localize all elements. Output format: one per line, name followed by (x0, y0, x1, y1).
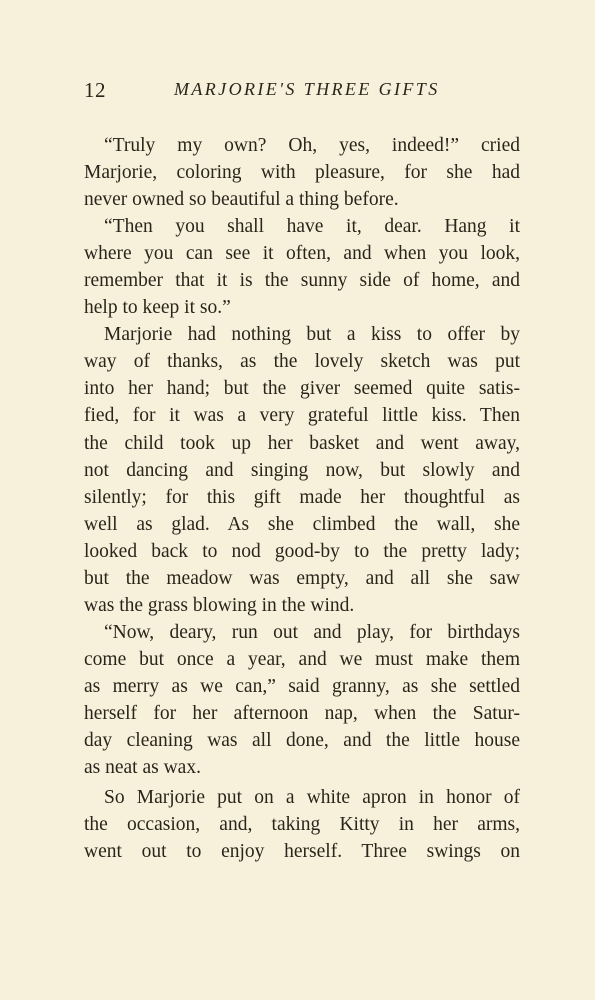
text-line: Marjorie, coloring with pleasure, for she had (84, 162, 520, 184)
text-line: “Then you shall have it, dear. Hang it (104, 216, 520, 238)
text-line: as neat as wax. (84, 757, 201, 779)
text-line: as merry as we can,” said granny, as she settled (84, 675, 520, 697)
body-text (84, 132, 520, 865)
text-line: come but once a year, and we must make them (84, 648, 520, 670)
page-header (84, 78, 516, 108)
text-line: way of thanks, as the lovely sketch was put (84, 351, 520, 373)
text-line: day cleaning was all done, and the little house (84, 730, 520, 752)
text-line: herself for her afternoon nap, when the Satur- (84, 702, 520, 724)
text-line: fied, for it was a very grateful little kiss. Then (84, 405, 520, 427)
text-line: “Now, deary, run out and play, for birthdays (104, 621, 520, 643)
text-line: “Truly my own? Oh, yes, indeed!” cried (104, 135, 520, 156)
text-line: looked back to nod good-by to the pretty lady; (84, 540, 520, 562)
text-line: well as glad. As she climbed the wall, she (84, 513, 520, 535)
running-title: MARJORIE'S THREE GIFTS (174, 79, 440, 99)
text-line: Marjorie had nothing but a kiss to offer by (104, 324, 520, 346)
text-line: remember that it is the sunny side of home, and (84, 270, 520, 292)
text-line: but the meadow was empty, and all she saw (84, 567, 520, 589)
page-number: 12 (84, 78, 106, 102)
text-line: was the grass blowing in the wind. (84, 594, 355, 616)
text-line: silently; for this gift made her thoughtful as (84, 486, 520, 508)
text-line: went out to enjoy herself. Three swings on (84, 841, 520, 863)
text-line: never owned so beautiful a thing before. (84, 189, 399, 211)
text-line: the child took up her basket and went away, (84, 432, 520, 454)
text-line: the occasion, and, taking Kitty in her arms, (84, 814, 520, 836)
text-line: So Marjorie put on a white apron in honor of (104, 787, 520, 809)
text-line: help to keep it so.” (84, 297, 231, 319)
text-line: into her hand; but the giver seemed quite satis- (84, 378, 520, 400)
text-line: not dancing and singing now, but slowly and (84, 459, 520, 481)
text-line: where you can see it often, and when you look, (84, 243, 520, 265)
